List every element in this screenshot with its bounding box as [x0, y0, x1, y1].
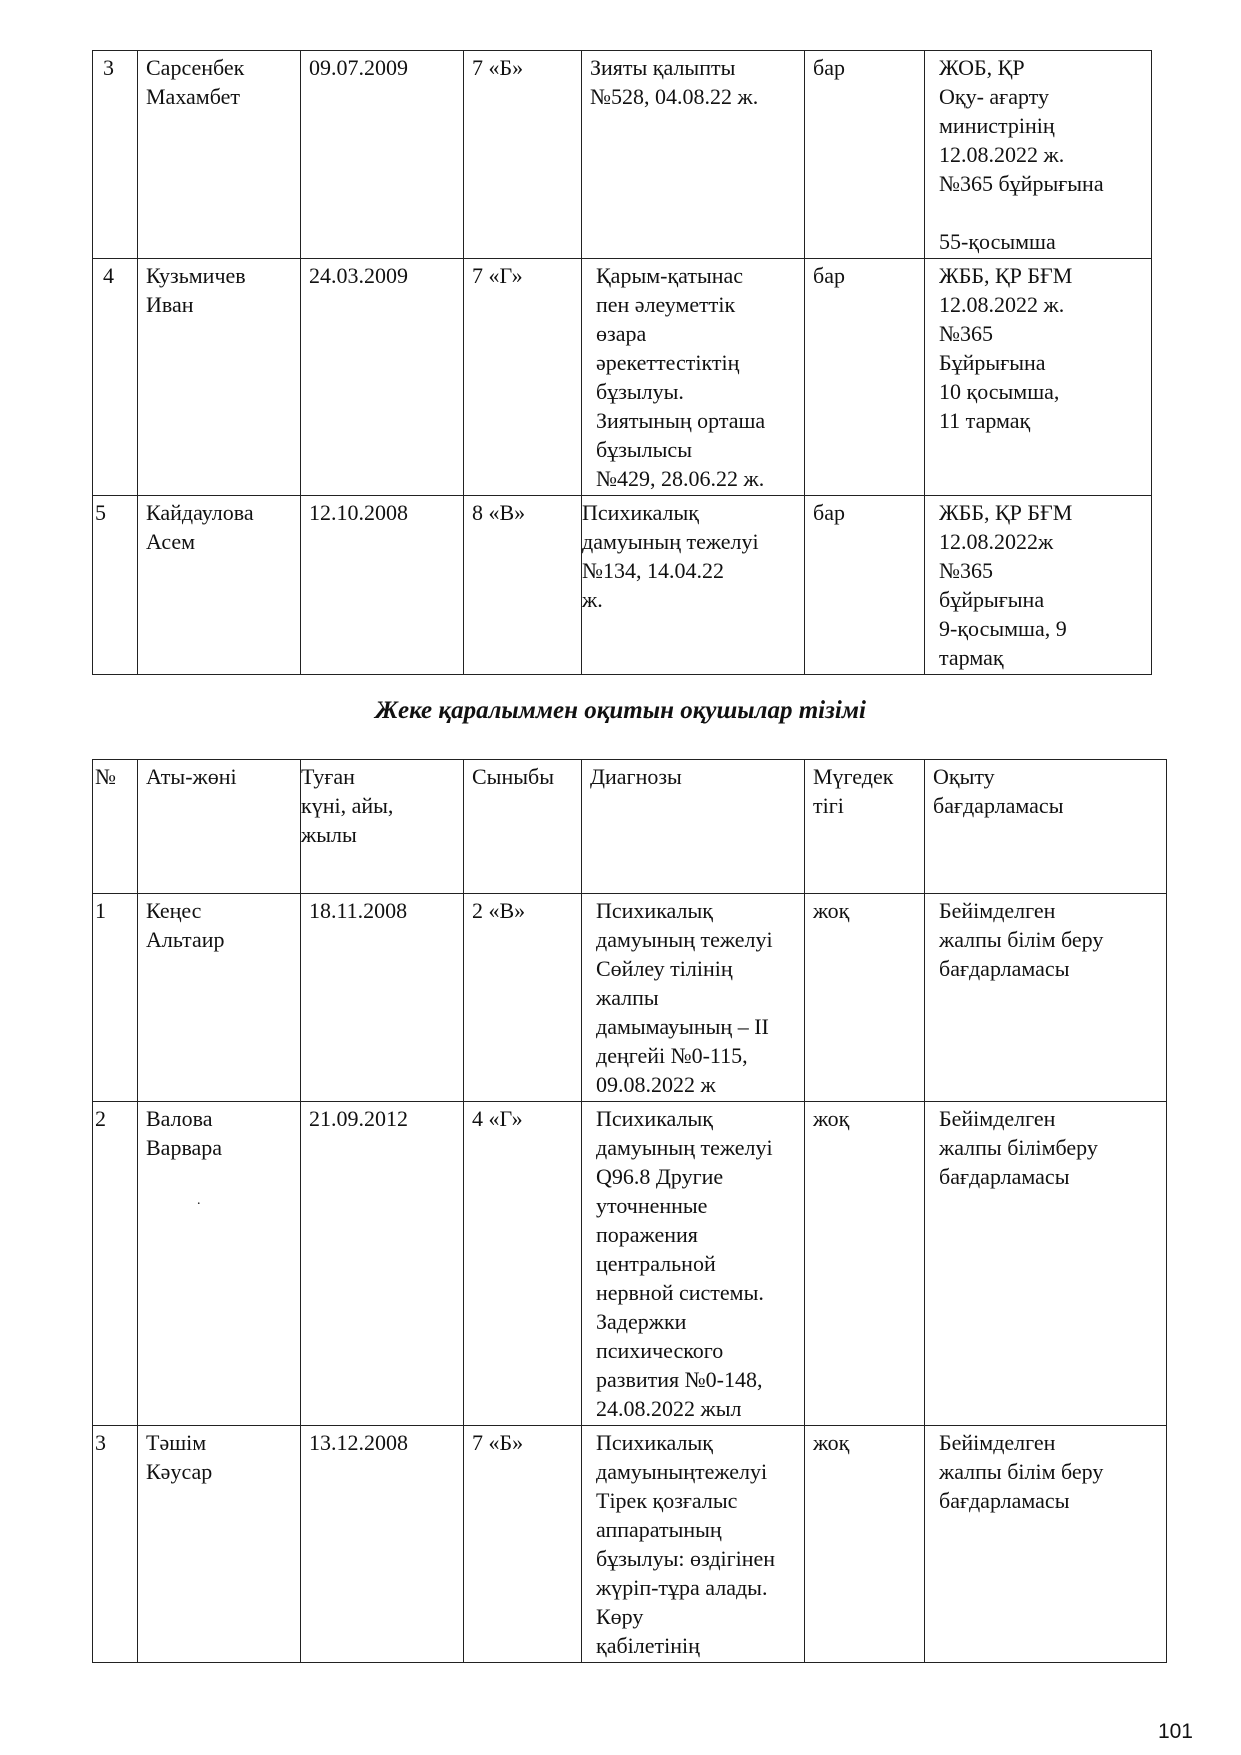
header-birth: Туған күні, айы, жылы	[301, 760, 464, 894]
student-name: Сарсенбек Махамбет	[138, 51, 301, 259]
header-diagnosis: Диагнозы	[582, 760, 805, 894]
header-name: Аты-жөні	[138, 760, 301, 894]
birth-date: 24.03.2009	[301, 259, 464, 496]
row-number: 4	[93, 259, 138, 496]
student-table-continued	[92, 50, 1152, 675]
program-cell: ЖББ, ҚР БҒМ 12.08.2022 ж. №365 Бұйрығына 10 қосымша, 11 тармақ	[925, 259, 1152, 496]
row-number: 3	[93, 51, 138, 259]
header-program: Оқыту бағдарламасы	[925, 760, 1167, 894]
disability-cell: жоқ	[805, 1426, 925, 1663]
header-disability: Мүгедек тігі	[805, 760, 925, 894]
class-cell: 7 «Б»	[464, 51, 582, 259]
class-cell: 7 «Г»	[464, 259, 582, 496]
diagnosis-cell: Психикалық дамуының тежелуі Q96.8 Другие уточненные поражения центральной нервной системы. Задержки психического развития №0-148, 24.08.2022 жыл	[582, 1102, 805, 1426]
class-cell: 7 «Б»	[464, 1426, 582, 1663]
table-row	[93, 1102, 1167, 1426]
class-cell: 4 «Г»	[464, 1102, 582, 1426]
program-cell: Бейімделген жалпы білім беру бағдарламасы	[925, 894, 1167, 1102]
student-name: Валова Варвара	[138, 1102, 301, 1426]
row-number: 1	[93, 894, 138, 1102]
disability-cell: бар	[805, 259, 925, 496]
disability-cell: жоқ	[805, 894, 925, 1102]
table-row	[93, 259, 1152, 496]
program-cell: Бейімделген жалпы білімберу бағдарламасы	[925, 1102, 1167, 1426]
program-cell: ЖОБ, ҚР Оқу- ағарту министрінің 12.08.2022 ж. №365 бұйрығына 55-қосымша	[925, 51, 1152, 259]
disability-cell: жоқ	[805, 1102, 925, 1426]
header-no: №	[93, 760, 138, 894]
diagnosis-cell: Психикалық дамуының тежелуі Сөйлеу тілінің жалпы дамымауының – II деңгейі №0-115, 09.08.2022 ж	[582, 894, 805, 1102]
program-cell: Бейімделген жалпы білім беру бағдарламасы	[925, 1426, 1167, 1663]
section-title: Жеке қаралыммен оқитын оқушылар тізімі	[375, 697, 866, 724]
table-row	[93, 51, 1152, 259]
student-name: Кузьмичев Иван	[138, 259, 301, 496]
table-row	[93, 894, 1167, 1102]
student-name: Тәшім Кәусар	[138, 1426, 301, 1663]
disability-cell: бар	[805, 496, 925, 675]
birth-date: 09.07.2009	[301, 51, 464, 259]
row-number: 5	[93, 496, 138, 675]
diagnosis-cell: Психикалық дамуының тежелуі №134, 14.04.22 ж.	[582, 496, 805, 675]
diagnosis-cell: Психикалық дамуыныңтежелуі Тірек қозғалыс аппаратының бұзылуы: өздігінен жүріп-тұра алады. Көру қабілетінің	[582, 1426, 805, 1663]
diagnosis-cell: Қарым-қатынас пен әлеуметтік өзара әрекеттестіктің бұзылуы. Зиятының орташа бұзылысы №429, 28.06.22 ж.	[582, 259, 805, 496]
birth-date: 13.12.2008	[301, 1426, 464, 1663]
birth-date: 18.11.2008	[301, 894, 464, 1102]
student-name: Кайдаулова Асем	[138, 496, 301, 675]
program-cell: ЖББ, ҚР БҒМ 12.08.2022ж №365 бұйрығына 9-қосымша, 9 тармақ	[925, 496, 1152, 675]
birth-date: 21.09.2012	[301, 1102, 464, 1426]
disability-cell: бар	[805, 51, 925, 259]
header-class: Сыныбы	[464, 760, 582, 894]
individual-study-student-table	[92, 759, 1167, 1663]
table-row	[93, 1426, 1167, 1663]
table-row	[93, 496, 1152, 675]
class-cell: 8 «В»	[464, 496, 582, 675]
diagnosis-cell: Зияты қалыпты №528, 04.08.22 ж.	[582, 51, 805, 259]
table-header-row	[93, 760, 1167, 894]
class-cell: 2 «В»	[464, 894, 582, 1102]
student-name: Кеңес Альтаир	[138, 894, 301, 1102]
birth-date: 12.10.2008	[301, 496, 464, 675]
page-number: 101	[1157, 1720, 1193, 1743]
row-number: 2	[93, 1102, 138, 1426]
stray-mark: .	[197, 1193, 201, 1208]
row-number: 3	[93, 1426, 138, 1663]
